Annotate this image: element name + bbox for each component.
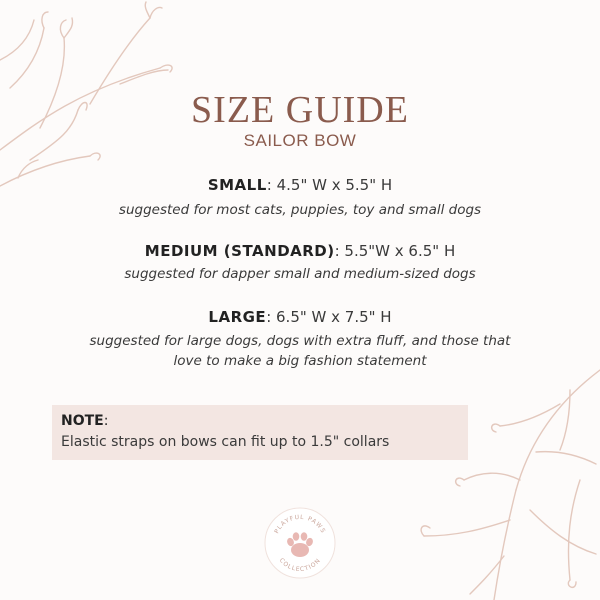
size-large-name: LARGE bbox=[208, 308, 267, 326]
branch-decoration-bottom-right bbox=[420, 360, 600, 600]
size-medium-name: MEDIUM (STANDARD) bbox=[144, 242, 335, 260]
size-medium-description: suggested for dapper small and medium-sized dogs bbox=[124, 266, 476, 282]
note-label bbox=[61, 413, 108, 429]
logo-bottom-text: COLLECTION bbox=[277, 556, 323, 574]
size-medium-line bbox=[0, 242, 600, 260]
note-label-colon: : bbox=[103, 413, 109, 429]
brand-logo bbox=[263, 506, 337, 580]
page-title: SIZE GUIDE bbox=[191, 89, 409, 131]
size-large-dimensions: : 6.5" W x 7.5" H bbox=[266, 308, 392, 326]
page-subtitle: SAILOR BOW bbox=[243, 131, 357, 150]
note-label-text: NOTE bbox=[61, 413, 104, 429]
size-medium-dimensions: : 5.5"W x 6.5" H bbox=[334, 242, 456, 260]
size-small-dimensions: : 4.5" W x 5.5" H bbox=[266, 176, 393, 194]
size-large-description-line2: love to make a big fashion statement bbox=[173, 353, 427, 369]
note-box bbox=[52, 405, 468, 460]
size-small-name: SMALL bbox=[207, 176, 267, 194]
size-small-line bbox=[0, 176, 600, 194]
size-large-description-line1: suggested for large dogs, dogs with extra fluff, and those that bbox=[89, 333, 511, 349]
logo-top-text: PLAYFUL PAWS bbox=[273, 513, 327, 535]
size-large-line bbox=[0, 308, 600, 326]
note-text: Elastic straps on bows can fit up to 1.5" collars bbox=[61, 434, 390, 450]
size-small-description: suggested for most cats, puppies, toy and small dogs bbox=[118, 202, 482, 218]
